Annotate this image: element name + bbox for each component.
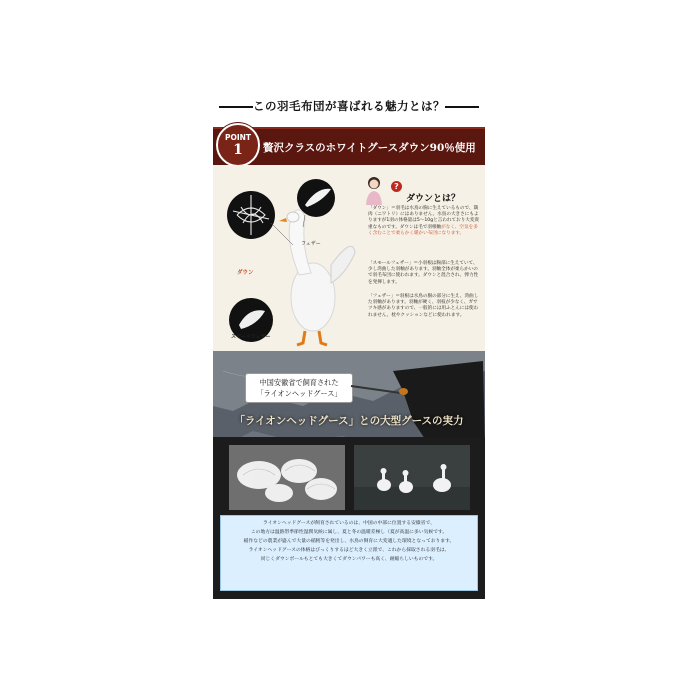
down-info-paragraph-1: 「ダウン」＝羽毛は水鳥の胸に生えているもので、鶏肉（ニワトリ）にはありません。水鳥の大きさにもよりますが1羽の体格量は5～10gと言われており大変貴重なものです。ダウンは毛で羽根軸がなく、空気を多く含むことで柔らかく暖かい布団になります。 bbox=[368, 206, 480, 236]
down-info-paragraph-2: 「スモールフェザー」＝小羽根は胸部に生えていて、少し湾曲した羽軸があります。羽軸全体が柔らかいので羽毛布団に使われます。ダウンと混合され、弾力性を発揮します。 bbox=[368, 261, 479, 285]
small-feather-label: スモールフェザー bbox=[231, 334, 271, 340]
down-info-title: ダウンとは？ bbox=[406, 194, 461, 204]
section-header bbox=[213, 93, 485, 119]
point-badge bbox=[216, 123, 260, 167]
location-callout bbox=[245, 373, 353, 403]
info-line: ライオンヘッドグースの体格はびっくりするほど大きく立派で、これから採取される羽毛は、 bbox=[248, 548, 450, 553]
lionhead-goose-title: 「ライオンヘッドグース」との大型グースの実力 bbox=[234, 415, 464, 427]
goose-illustration bbox=[213, 165, 363, 351]
info-line: この地方は温熱帯季節性湿潤気候に属し、夏と冬の温暖差極し（夏が高温に多い気候です。 bbox=[250, 530, 448, 535]
down-photo bbox=[229, 445, 345, 510]
question-icon: ? bbox=[391, 181, 402, 192]
goose-icon bbox=[279, 210, 355, 345]
point-number: 1 bbox=[233, 142, 243, 158]
lionhead-goose-description bbox=[220, 515, 478, 591]
header-line-right bbox=[445, 106, 479, 108]
callout-line-1: 中国安徽省で飼育された bbox=[259, 378, 339, 387]
product-info-panel bbox=[213, 93, 485, 599]
feather-label: フェザー bbox=[301, 241, 321, 247]
info-line: ライオンヘッドグースが飼育されているのは、中国の中部に位置する安徽省で、 bbox=[263, 521, 435, 526]
anhui-location-marker bbox=[399, 388, 408, 395]
down-label: ダウン bbox=[237, 270, 254, 276]
point-label: POINT bbox=[224, 133, 252, 142]
point-title: 贅沢クラスのホワイトグースダウン90％使用 bbox=[263, 142, 476, 154]
avatar-woman-icon bbox=[363, 175, 385, 205]
info-line: 同じくダウンボールもとても大きくてダウンパワーも高く、耐縮ちしいものです。 bbox=[260, 557, 438, 562]
geese-photo bbox=[354, 445, 470, 510]
info-line: 稲作などの農業が盛んで大量の稲籾等を発出し、水鳥の飼育に大変適した環境となっております。 bbox=[243, 539, 455, 544]
section-title: この羽毛布団が喜ばれる魅力とは？ bbox=[253, 99, 445, 113]
down-info-paragraph-3: 「フェザー」＝羽根は水鳥の胴の部分に生え、湾曲した羽軸があります。羽軸が硬く、羽枝が少なく、ガサツキ感がありますので、一般的には用ふとんには使われません。枕やクッションなどに使われます。 bbox=[368, 294, 479, 318]
callout-line-2: 「ライオンヘッドグース」 bbox=[256, 389, 342, 398]
